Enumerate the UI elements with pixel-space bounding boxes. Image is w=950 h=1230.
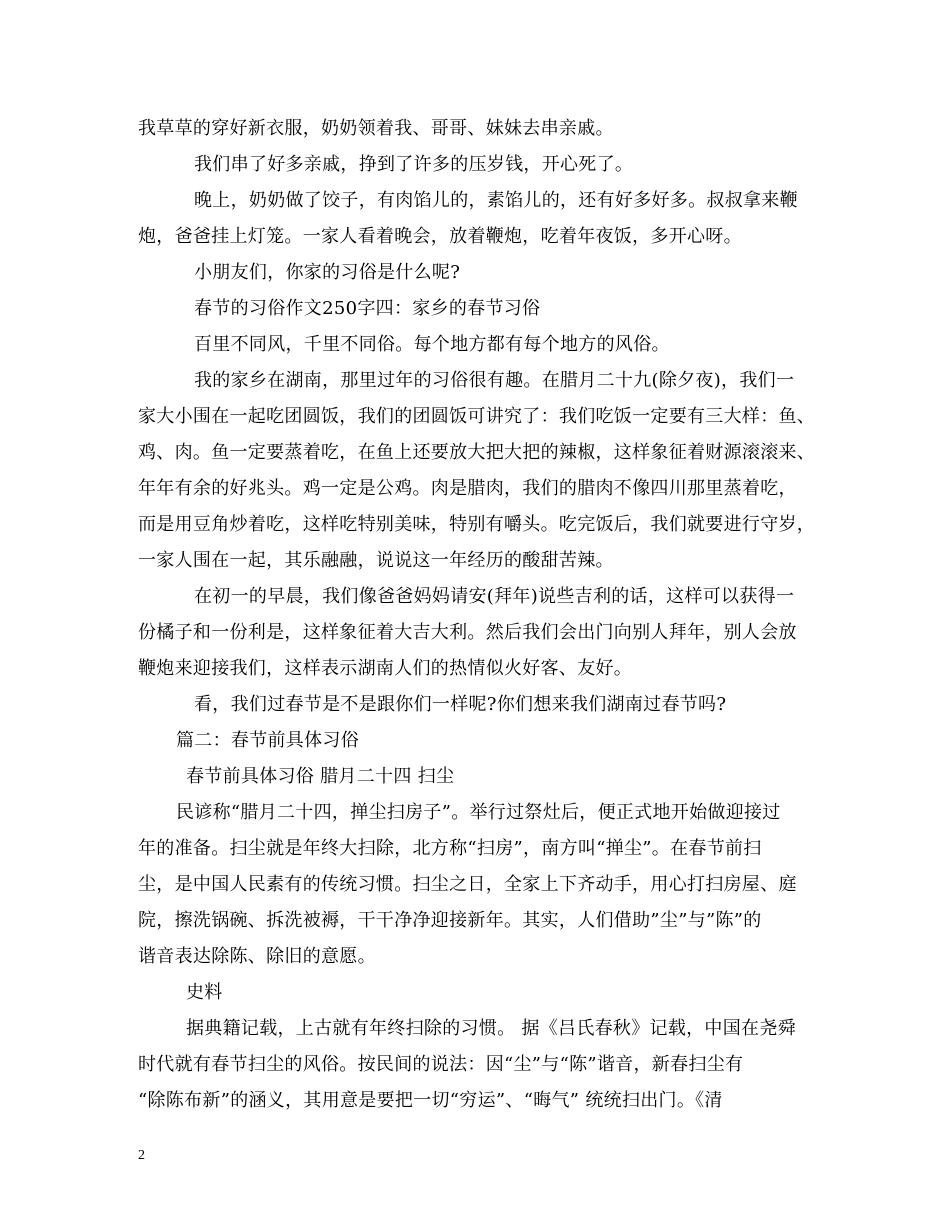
text-line: 我的家乡在湖南，那里过年的习俗很有趣。在腊月二十九(除夕夜)，我们一 <box>194 370 795 391</box>
section-heading: 篇二：春节前具体习俗 <box>176 730 359 751</box>
text-line: 一家人围在一起，其乐融融，说说这一年经历的酸甜苦辣。 <box>138 550 614 571</box>
text-line: 据典籍记载，上古就有年终扫除的习惯。 据《吕氏春秋》记载，中国在尧舜 <box>186 1018 796 1039</box>
text-line: 我草草的穿好新衣服，奶奶领着我、哥哥、妹妹去串亲戚。 <box>138 118 614 139</box>
text-line: 尘，是中国人民素有的传统习惯。扫尘之日，全家上下齐动手，用心打扫房屋、庭 <box>138 874 797 895</box>
text-line: 炮，爸爸挂上灯笼。一家人看着晚会，放着鞭炮，吃着年夜饭，多开心呀。 <box>138 226 742 247</box>
text-line: 谐音表达除陈、除旧的意愿。 <box>138 946 376 967</box>
text-line: 晚上，奶奶做了饺子，有肉馅儿的，素馅儿的，还有好多好多。叔叔拿来鞭 <box>194 190 798 211</box>
text-line: 年年有余的好兆头。鸡一定是公鸡。肉是腊肉，我们的腊肉不像四川那里蒸着吃， <box>138 478 797 499</box>
text-line: 看，我们过春节是不是跟你们一样呢?你们想来我们湖南过春节吗? <box>194 694 727 715</box>
text-line: 鸡、肉。鱼一定要蒸着吃，在鱼上还要放大把大把的辣椒，这样象征着财源滚滚来、 <box>138 442 816 463</box>
text-line: 民谚称“腊月二十四，掸尘扫房子”。举行过祭灶后，便正式地开始做迎接过 <box>176 802 781 823</box>
text-line: 时代就有春节扫尘的风俗。按民间的说法：因“尘”与“陈”谐音，新春扫尘有 <box>138 1054 744 1075</box>
text-line: 百里不同风，千里不同俗。每个地方都有每个地方的风俗。 <box>194 334 670 355</box>
text-line: 而是用豆角炒着吃，这样吃特别美味，特别有嚼头。吃完饭后，我们就要进行守岁， <box>138 514 816 535</box>
page-number: 2 <box>138 1148 145 1163</box>
text-line: 份橘子和一份利是，这样象征着大吉大利。然后我们会出门向别人拜年，别人会放 <box>138 622 797 643</box>
text-line: 鞭炮来迎接我们，这样表示湖南人们的热情似火好客、友好。 <box>138 658 633 679</box>
text-line: “除陈布新”的涵义，其用意是要把一切“穷运”、“晦气” 统统扫出门。《清 <box>138 1090 723 1111</box>
subsection-heading: 史料 <box>186 982 223 1003</box>
text-line: 年的准备。扫尘就是年终大扫除，北方称“扫房”，南方叫“掸尘”。在春节前扫 <box>138 838 762 859</box>
text-line: 小朋友们，你家的习俗是什么呢? <box>194 262 461 283</box>
text-line: 院，擦洗锅碗、拆洗被褥，干干净净迎接新年。其实，人们借助”尘”与”陈”的 <box>138 910 762 931</box>
text-line: 我们串了好多亲戚，挣到了许多的压岁钱，开心死了。 <box>194 154 634 175</box>
text-line: 春节的习俗作文250字四：家乡的春节习俗 <box>194 298 541 319</box>
text-line: 家大小围在一起吃团圆饭，我们的团圆饭可讲究了：我们吃饭一定要有三大样：鱼、 <box>138 406 816 427</box>
subsection-heading: 春节前具体习俗 腊月二十四 扫尘 <box>186 766 455 787</box>
text-line: 在初一的早晨，我们像爸爸妈妈请安(拜年)说些吉利的话，这样可以获得一 <box>194 586 795 607</box>
